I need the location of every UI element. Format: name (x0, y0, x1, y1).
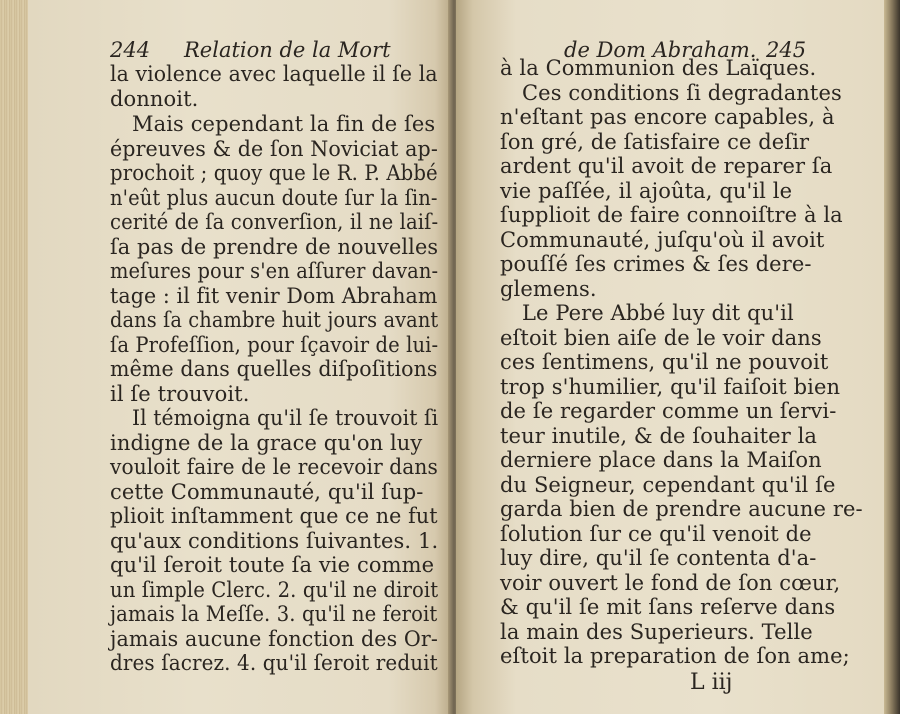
text-line: il ſe trouvoit. (110, 382, 250, 406)
text-line: dres ſacrez. 4. qu'il ſeroit reduit (110, 651, 438, 675)
text-line: ardent qu'il avoit de reparer ſa (500, 154, 833, 178)
text-line: derniere place dans la Maiſon (500, 448, 822, 472)
text-line: même dans quelles diſpoſitions (110, 357, 438, 381)
text-line: eſtoit bien aiſe de le voir dans (500, 326, 822, 350)
text-line: cerité de ſa converſion, il ne laiſ- (110, 210, 439, 234)
text-line: garda bien de prendre aucune re- (500, 497, 863, 521)
right-page (456, 0, 886, 714)
text-line: ſa Profeſſion, pour ſçavoir de lui- (110, 333, 439, 357)
text-line: qu'il ſeroit toute ſa vie comme (110, 553, 435, 577)
text-line: n'eût plus aucun doute ſur la ſin- (110, 186, 438, 210)
text-line: n'eſtant pas encore capables, à (500, 105, 835, 129)
text-line: meſures pour s'en aſſurer davan- (110, 259, 439, 283)
text-line: ſolution ſur ce qu'il venoit de (500, 522, 812, 546)
text-line: de ſe regarder comme un ſervi- (500, 399, 837, 423)
text-line: glemens. (500, 277, 597, 301)
text-line: Le Pere Abbé luy dit qu'il (522, 301, 794, 325)
text-line: la violence avec laquelle il ſe la (110, 62, 438, 86)
text-line: indigne de la grace qu'on luy (110, 431, 423, 455)
text-line: à la Communion des Laïques. (500, 56, 817, 80)
text-line: prochoit ; quoy que le R. P. Abbé (110, 161, 438, 185)
text-line: Mais cependant la fin de ſes (132, 112, 436, 136)
text-line: jamais la Meſſe. 3. qu'il ne feroit (110, 602, 438, 626)
text-line: cette Communauté, qu'il ſup- (110, 480, 424, 504)
text-line: jamais aucune fonction des Or- (110, 627, 438, 651)
text-line: Communauté, juſqu'où il avoit (500, 228, 825, 252)
text-line: ces ſentimens, qu'il ne pouvoit (500, 350, 829, 374)
left-page (28, 0, 452, 714)
text-line: du Seigneur, cependant qu'il ſe (500, 473, 836, 497)
text-line: plioit inſtamment que ce ne fut (110, 504, 438, 528)
right-running-head: de Dom Abraham. (564, 38, 757, 62)
text-line: & qu'il ſe mit ſans reſerve dans (500, 595, 836, 619)
text-line: vouloit faire de le recevoir dans (110, 455, 438, 479)
text-line: qu'aux conditions ſuivantes. 1. (110, 529, 439, 553)
text-line: pouſſé ſes crimes & ſes dere- (500, 252, 812, 276)
text-line: eſtoit la preparation de ſon ame; (500, 644, 850, 668)
text-line: vie paſſée, il ajoûta, qu'il le (500, 179, 793, 203)
text-line: donnoit. (110, 87, 199, 111)
right-page-number: 245 (766, 38, 807, 62)
text-line: tage : il fit venir Dom Abraham (110, 284, 438, 308)
left-running-head: Relation de la Mort (184, 38, 391, 62)
text-line: ſa pas de prendre de nouvelles (110, 235, 439, 259)
signature-mark: L iij (690, 670, 733, 695)
text-line: teur inutile, & de ſouhaiter la (500, 424, 818, 448)
text-line: trop s'humilier, qu'il faiſoit bien (500, 375, 841, 399)
text-line: Ces conditions ſi degradantes (522, 81, 842, 105)
text-line: ſupplioit de faire connoiſtre à la (500, 203, 843, 227)
text-line: luy dire, qu'il ſe contenta d'a- (500, 546, 817, 570)
right-page-edges (884, 0, 900, 714)
text-line: un ſimple Clerc. 2. qu'il ne diroit (110, 578, 439, 602)
left-page-edges (0, 0, 28, 714)
text-line: épreuves & de ſon Noviciat ap- (110, 137, 438, 161)
text-line: dans ſa chambre huit jours avant (110, 308, 439, 332)
text-line: Il témoigna qu'il ſe trouvoit ſi (132, 406, 439, 430)
left-page-number: 244 (110, 38, 151, 62)
text-line: ſon gré, de ſatisfaire ce deſir (500, 130, 810, 154)
text-line: voir ouvert le fond de ſon cœur, (500, 571, 841, 595)
text-line: la main des Superieurs. Telle (500, 620, 813, 644)
